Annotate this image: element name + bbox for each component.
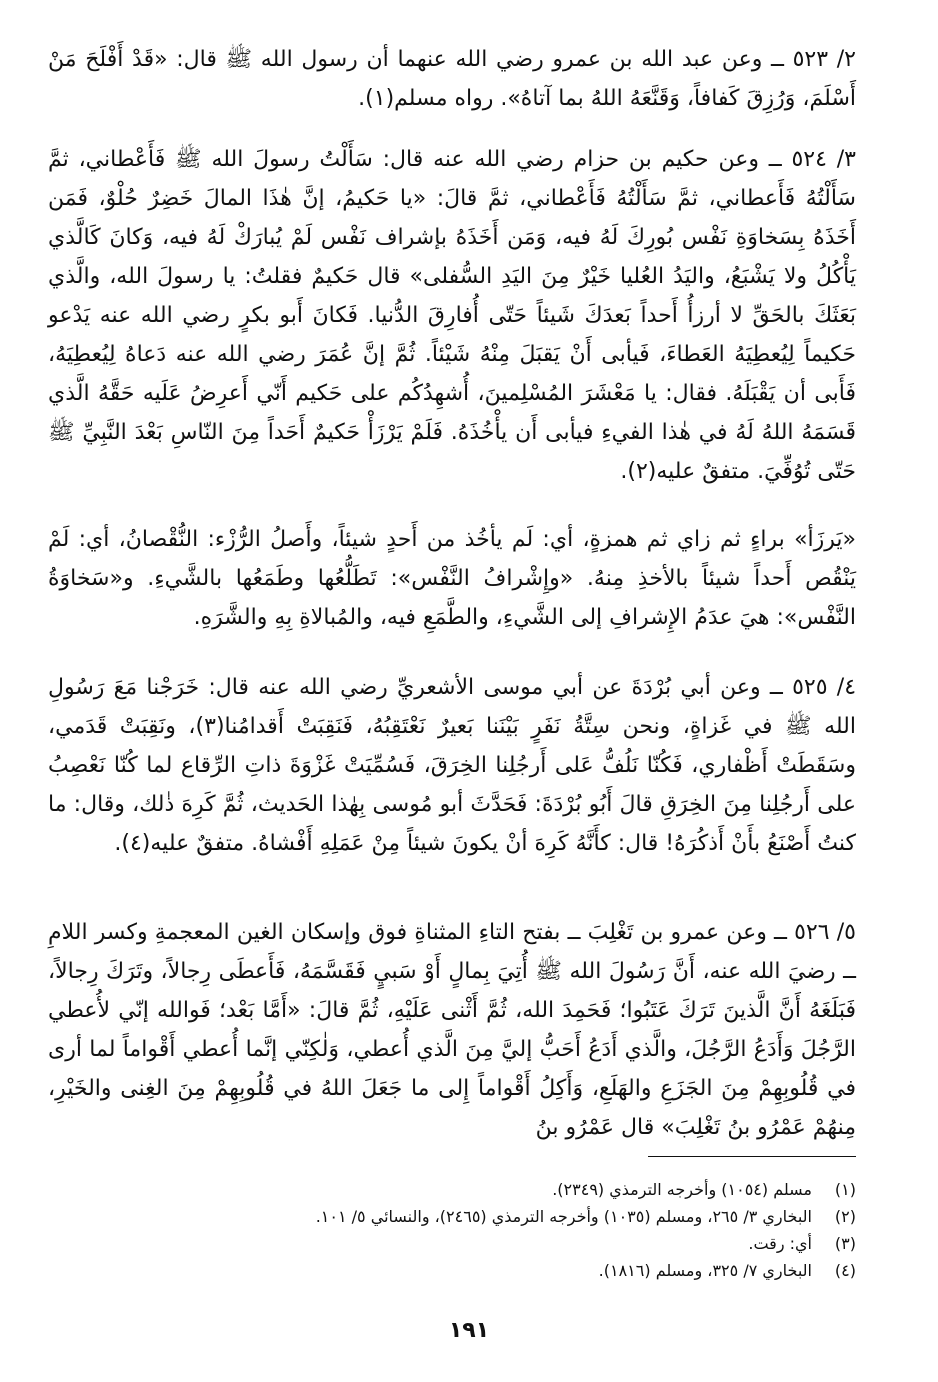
- footnote-item: [48, 1230, 856, 1257]
- footnote-number: (١): [834, 1180, 856, 1199]
- footnote-item: [48, 1176, 856, 1203]
- footnote-number: (٣): [834, 1234, 856, 1253]
- explanation-paragraph: «يَرزَأ» براءٍ ثم زاي ثم همزةٍ، أي: لَم يأخُذ من أَحدٍ شيئاً، وأَصلُ الرُّزْء: النُّقْصانُ، أي: لَمْ يَنْقُص أَحداً شيئاً بالأخذِ مِنهُ. «وإِشْرافُ النَّفْس»: تَطَلُّعُها وطَمَعُها بالشَّيءِ. و«سَخاوَةُ النَّفْس»: هيَ عدَمُ الإِشرافِ إلى الشَّيءِ، والطَّمَعِ فيه، والمُبالاةِ بِهِ والشَّرَهِ.: [48, 527, 856, 630]
- footnote-text: أي: رقت.: [748, 1234, 812, 1253]
- hadith-523-paragraph: ٢/ ٥٢٣ ــ وعن عبد الله بن عمرو رضي الله عنهما أن رسول الله ﷺ قال: «قَدْ أَفْلَحَ مَنْ أَسْلَمَ، وَرُزِقَ كَفافاً، وَقَنَّعَهُ اللهُ بما آتاهُ». رواه مسلم(١).: [48, 47, 856, 111]
- footnote-number: (٢): [834, 1207, 856, 1226]
- hadith-526-paragraph: ٥/ ٥٢٦ ــ وعن عمرو بن تَغْلِبَ ــ بفتح التاءِ المثناةِ فوق وإسكان الغين المعجمةِ وكسر اللامِ ــ رضيَ الله عنه، أَنَّ رَسُولَ الله ﷺ أُتِيَ بِمالٍ أَوْ سَبيٍ فَقَسَّمَهُ، فَأَعطَى رِجالاً، وتَرَكَ رِجالاً، فَبَلَغَهُ أَنَّ الَّذينَ تَرَكَ عَتَبُوا؛ فَحَمِدَ الله، ثُمَّ أَثْنى عَلَيْهِ، ثُمَّ قالَ: «أَمَّا بَعْد؛ فَوالله إنّي لأُعطي الرَّجُلَ وَأَدَعُ الرَّجُلَ، والَّذي أَدَعُ أَحَبُّ إليَّ مِنَ الَّذي أُعطي، وَلٰكِنّي إنَّما أُعطي أَقْواماً لما أرى في قُلُوبِهِمْ مِنَ الجَزَعِ والهَلَعِ، وَأَكِلُ أَقْواماً إِلى ما جَعَلَ اللهُ في قُلُوبِهِمْ مِنَ الغِنى والخَيْرِ، مِنهُمْ عَمْرُو بنُ تَغْلِبَ» قال عَمْرُو بنُ: [48, 920, 856, 1140]
- footnote-number: (٤): [834, 1261, 856, 1280]
- footnote-item: [48, 1203, 856, 1230]
- footnote-text: مسلم (١٠٥٤) وأخرجه الترمذي (٢٣٤٩).: [552, 1180, 812, 1199]
- page-number: ١٩١: [448, 1318, 490, 1343]
- hadith-524-paragraph: ٣/ ٥٢٤ ــ وعن حكيم بن حزام رضي الله عنه قال: سَأَلْتُ رسولَ الله ﷺ فَأَعْطاني، ثمَّ سَأَلْتُهُ فَأَعطاني، ثمَّ سَأَلْتُهُ فَأَعْطاني، ثمَّ قالَ: «يا حَكيمُ، إنَّ هٰذَا المالَ خَضِرٌ حُلْوٌ، فَمَن أَخَذَهُ بِسَخاوَةِ نَفْس بُورِكَ لَهُ فيه، وَمَن أَخَذَهُ بإشراف نَفْس لَمْ يُبارَكْ لَهُ فيه، وَكانَ كَالَّذي يَأْكُلُ ولا يَشْبَعُ، واليَدُ العُليا خَيْرٌ مِنَ اليَدِ السُّفلى» قال حَكيمٌ فقلتُ: يا رسولَ الله، والَّذي بَعَثَكَ بالحَقِّ لا أرزأُ أَحداً بَعدَكَ شَيئاً حَتّى أُفارِقَ الدُّنيا. فَكانَ أَبو بكرٍ رضي الله عنه يَدْعو حَكيماً لِيُعطِيَهُ العَطاءَ، فَيأبى أَنْ يَقبَلَ مِنْهُ شَيْئاً. ثُمَّ إنَّ عُمَرَ رضي الله عنه دَعاهُ لِيُعطِيَهُ، فَأَبى أن يَقْبَلَهُ. فقال: يا مَعْشَرَ المُسْلِمينَ، أُشهِدُكُم على حَكيم أَنّي أَعرِضُ عَلَيه حَقَّهُ الَّذي قَسَمَهُ اللهُ لَهُ في هٰذا الفيءِ فيأبى أَن يأْخُذَهُ. فَلَمْ يَرْزَأْ حَكيمٌ أَحَداً مِنَ النّاسِ بَعْدَ النَّبِيِّ ﷺ حَتّى تُوُفِّيَ. متفقٌ عليه(٢).: [48, 147, 856, 484]
- footnote-text: البخاري ٣/ ٢٦٥، ومسلم (١٠٣٥) وأخرجه الترمذي (٢٤٦٥)، والنسائي ٥/ ١٠١.: [315, 1207, 812, 1226]
- footnotes-list: [48, 1176, 856, 1284]
- footnote-divider: [648, 1156, 856, 1157]
- footnote-item: [48, 1257, 856, 1284]
- footnote-text: البخاري ٧/ ٣٢٥، ومسلم (١٨١٦).: [598, 1261, 812, 1280]
- hadith-525-paragraph: ٤/ ٥٢٥ ــ وعن أبي بُرْدَةَ عن أبي موسى الأشعريِّ رضي الله عنه قال: خَرَجْنا مَعَ رَسُولِ الله ﷺ في غَزاةٍ، ونحن سِتَّةُ نَفَرٍ بَيْنَنا بَعيرٌ نَعْتَقِبُهُ، فَنَقِبَتْ أَقدامُنا(٣)، ونَقِبَتْ قَدَمي، وسَقَطَتْ أَظْفاري، فَكُنّا نَلُفُّ عَلى أَرجُلِنا الخِرَقَ، فَسُمِّيَتْ غَزْوَةَ ذاتِ الرِّقاع لما كُنّا نَعْصِبُ على أَرجُلِنا مِنَ الخِرَقِ قالَ أَبُو بُرْدَةَ: فَحَدَّثَ أبو مُوسى بِهٰذا الحَديث، ثُمَّ كَرِهَ ذٰلك، وقال: ما كنتُ أَصْنَعُ بأَنْ أَذكُرَهُ! قال: كأَنَّهُ كَرِهَ أنْ يكونَ شيئاً مِنْ عَمَلِهِ أَفْشاهُ. متفقٌ عليه(٤).: [48, 675, 857, 856]
